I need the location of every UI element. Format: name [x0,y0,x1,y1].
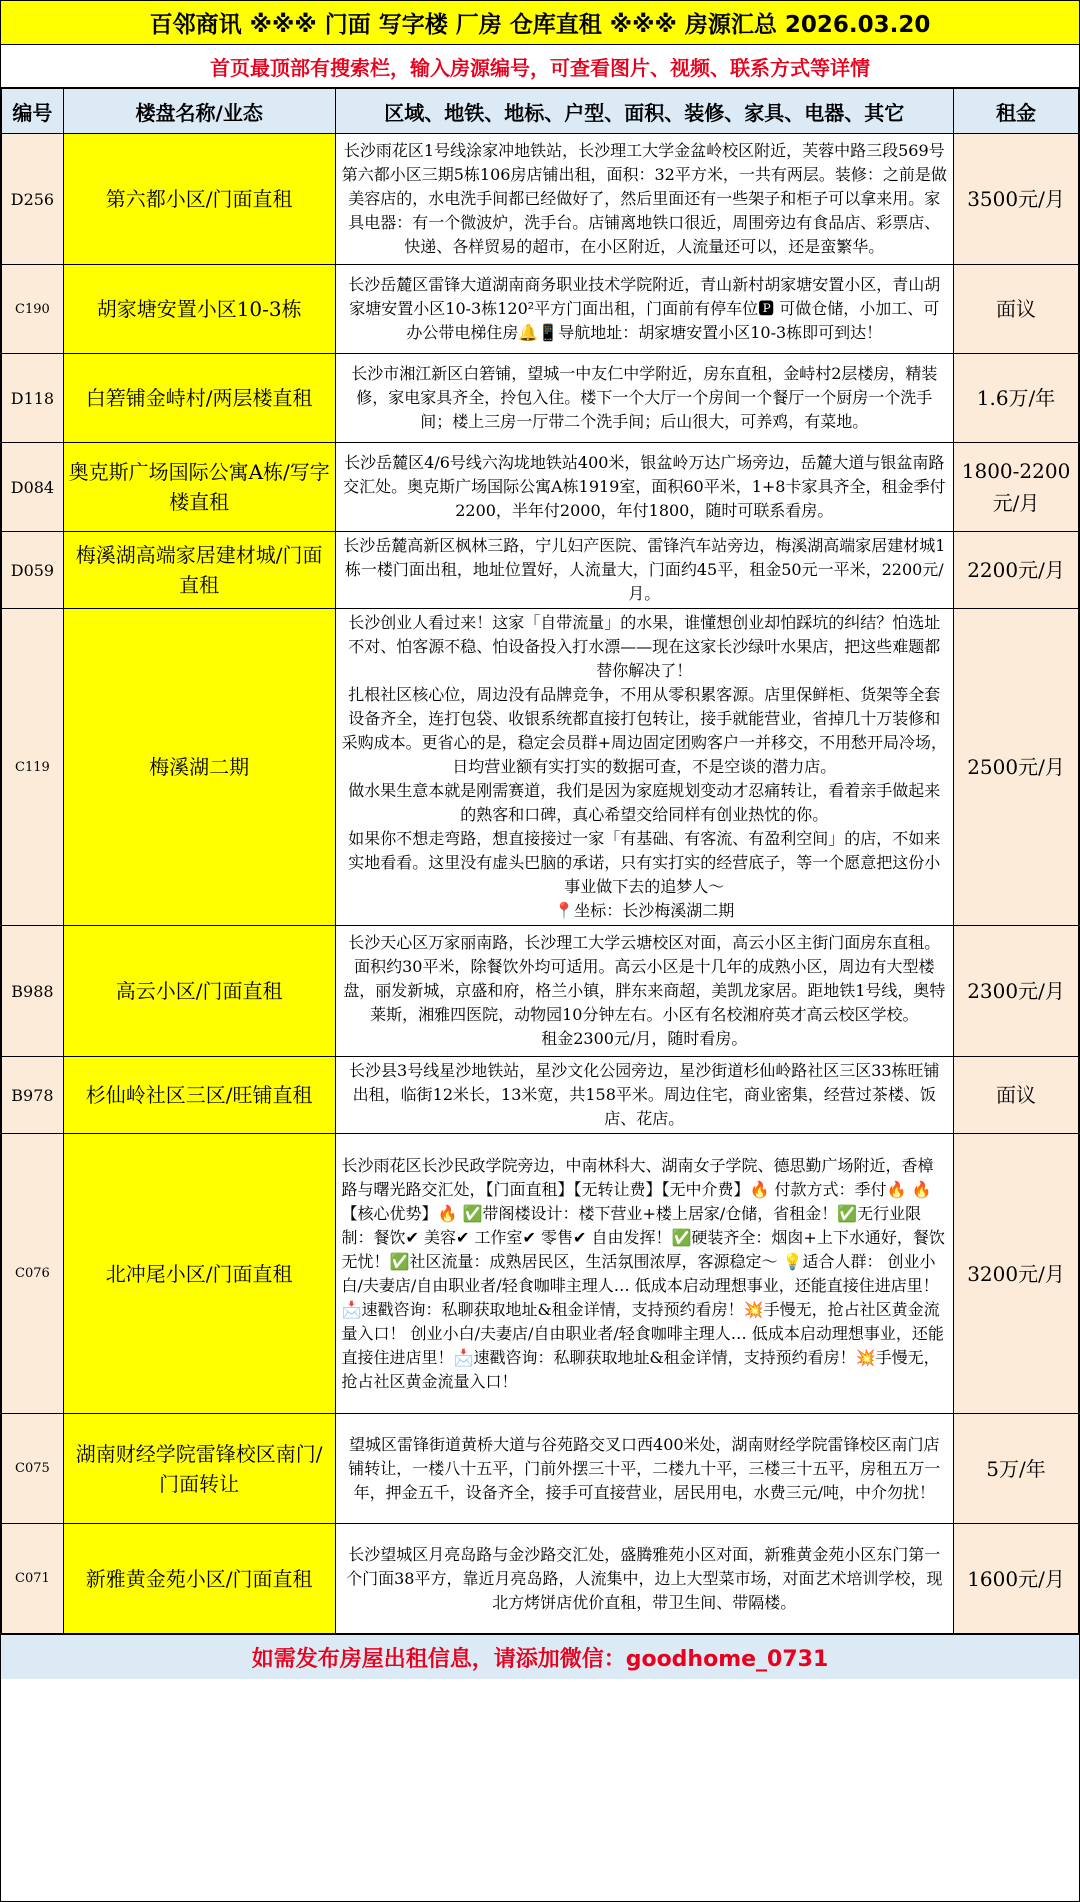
property-details: 长沙岳麓高新区枫林三路，宁儿妇产医院、雷锋汽车站旁边，梅溪湖高端家居建材城1栋一楼门面出租，地址位置好，人流量大，门面约45平，租金50元一平米，2200元/月。 [335,532,954,609]
table-row [2,532,1079,609]
column-header-rent: 租金 [954,89,1079,134]
footer-contact-banner: 如需发布房屋出租信息，请添加微信：goodhome_0731 [1,1634,1079,1679]
property-details: 长沙雨花区1号线涂家冲地铁站，长沙理工大学金盆岭校区附近，芙蓉中路三段569号第六都小区三期5栋106房店铺出租，面积：32平方米，一共有两层。装修：之前是做美容店的，水电洗手间都已经做好了，然后里面还有一些架子和柜子可以拿来用。家具电器：有一个微波炉，洗手台。店铺离地铁口很近，周围旁边有食品店、彩票店、快递、各样贸易的超市，在小区附近，人流量还可以，还是蛮繁华。 [335,134,954,265]
listing-id: C076 [2,1134,64,1414]
page-title: 百邻商讯 ※※※ 门面 写字楼 厂房 仓库直租 ※※※ 房源汇总 2026.03.20 [1,1,1079,45]
column-header-id: 编号 [2,89,64,134]
table-header-row [2,89,1079,134]
details-paragraph: 如果你不想走弯路，想直接接过一家「有基础、有客流、有盈利空间」的店，不如来实地看看。这里没有虚头巴脑的承诺，只有实打实的经营底子，等一个愿意把这份小事业做下去的追梦人～ [348,829,941,896]
property-name: 胡家塘安置小区10-3栋 [63,265,335,354]
listing-id: B988 [2,926,64,1057]
details-paragraph: 长沙创业人看过来！这家「自带流量」的水果，谁懂想创业却怕踩坑的纠结？怕选址不对、怕客源不稳、怕设备投入打水漂——现在这家长沙绿叶水果店，把这些难题都替你解决了！ [348,613,941,680]
listing-id: D118 [2,354,64,443]
search-hint: 首页最顶部有搜索栏，输入房源编号，可查看图片、视频、联系方式等详情 [1,45,1079,88]
property-name: 湖南财经学院雷锋校区南门/门面转让 [63,1414,335,1524]
property-name: 高云小区/门面直租 [63,926,335,1057]
rent-price: 2200元/月 [954,532,1079,609]
property-name: 杉仙岭社区三区/旺铺直租 [63,1057,335,1134]
property-details: 长沙岳麓区4/6号线六沟垅地铁站400米，银盆岭万达广场旁边，岳麓大道与银盆南路交汇处。奥克斯广场国际公寓A栋1919室，面积60平米，1+8卡家具齐全，租金季付2200，半年付2000，年付1800，随时可联系看房。 [335,443,954,532]
rent-price: 1600元/月 [954,1524,1079,1634]
table-row [2,1414,1079,1524]
property-details: 长沙雨花区长沙民政学院旁边，中南林科大、湖南女子学院、德思勤广场附近，香樟路与曙光路交汇处，【门面直租】【无转让费】【无中介费】🔥 付款方式：季付🔥 🔥【核心优势】🔥 ✅带阁楼设计：楼下营业+楼上居家/仓储，省租金！✅无行业限制：餐饮✔ 美容✔ 工作室✔ 零售✔ 自由发挥！✅硬装齐全：烟囱+上下水通好，餐饮无忧！✅社区流量：成熟居民区，生活氛围浓厚，客源稳定～ 💡适合人群： 创业小白/夫妻店/自由职业者/轻食咖啡主理人… 低成本启动理想事业，还能直接住进店里！📩速戳咨询：私聊获取地址&租金详情，支持预约看房！💥手慢无，抢占社区黄金流量入口！ 创业小白/夫妻店/自由职业者/轻食咖啡主理人… 低成本启动理想事业，还能直接住进店里！📩速戳咨询：私聊获取地址&租金详情，支持预约看房！💥手慢无，抢占社区黄金流量入口！ [335,1134,954,1414]
column-header-name: 楼盘名称/业态 [63,89,335,134]
property-name: 奥克斯广场国际公寓A栋/写字楼直租 [63,443,335,532]
listing-id: D084 [2,443,64,532]
property-details: 长沙市湘江新区白箬铺，望城一中友仁中学附近，房东直租，金峙村2层楼房，精装修，家电家具齐全，拎包入住。楼下一个大厅一个房间一个餐厅一个厨房一个洗手间；楼上三房一厅带二个洗手间；后山很大，可养鸡，有菜地。 [335,354,954,443]
rent-price: 2300元/月 [954,926,1079,1057]
table-row [2,1524,1079,1634]
property-details: 望城区雷锋街道黄桥大道与谷苑路交叉口西400米处，湖南财经学院雷锋校区南门店铺转让，一楼八十五平，门前外摆三十平，二楼九十平，三楼三十五平，房租五万一年，押金五千，设备齐全，接手可直接营业，居民用电，水费三元/吨，中介勿扰！ [335,1414,954,1524]
listing-id: C190 [2,265,64,354]
rent-price: 2500元/月 [954,609,1079,926]
property-details: 长沙望城区月亮岛路与金沙路交汇处，盛腾雅苑小区对面，新雅黄金苑小区东门第一个门面38平方，靠近月亮岛路，人流集中，边上大型菜市场，对面艺术培训学校，现北方烤饼店优价直租，带卫生间、带隔楼。 [335,1524,954,1634]
table-row [2,926,1079,1057]
details-paragraph: 租金2300元/月，随时看房。 [541,1029,748,1048]
property-details: 长沙县3号线星沙地铁站，星沙文化公园旁边，星沙街道杉仙岭路社区三区33栋旺铺出租，临街12米长，13米宽，共158平米。周边住宅，商业密集，经营过茶楼、饭店、花店。 [335,1057,954,1134]
table-row [2,354,1079,443]
property-name: 北冲尾小区/门面直租 [63,1134,335,1414]
rent-price: 面议 [954,1057,1079,1134]
table-row [2,265,1079,354]
details-paragraph: 长沙天心区万家丽南路，长沙理工大学云塘校区对面，高云小区主街门面房东直租。面积约30平米，除餐饮外均可适用。高云小区是十几年的成熟小区，周边有大型楼盘，丽发新城，京盛和府，格兰小镇，胖东来商超，美凯龙家居。距地铁1号线，奥特莱斯，湘雅四医院，动物园10分钟左右。小区有名校湘府英才高云校区学校。 [343,933,946,1024]
listing-id: D256 [2,134,64,265]
listing-id: C075 [2,1414,64,1524]
property-name: 梅溪湖高端家居建材城/门面直租 [63,532,335,609]
rent-price: 3500元/月 [954,134,1079,265]
rent-price: 1.6万/年 [954,354,1079,443]
property-details [335,609,954,926]
details-paragraph: 扎根社区核心位，周边没有品牌竞争，不用从零积累客源。店里保鲜柜、货架等全套设备齐全，连打包袋、收银系统都直接打包转让，接手就能营业，省掉几十万装修和采购成本。更省心的是，稳定会员群+周边固定团购客户一并移交，不用愁开局冷场，日均营业额有实打实的数据可查，不是空谈的潜力店。 [341,685,947,776]
rent-price: 3200元/月 [954,1134,1079,1414]
table-row [2,1057,1079,1134]
property-details: 长沙岳麓区雷锋大道湖南商务职业技术学院附近，青山新村胡家塘安置小区，青山胡家塘安置小区10-3栋120²平方门面出租，门面前有停车位🅿 可做仓储，小加工、可办公带电梯住房🔔📱导航地址：胡家塘安置小区10-3栋即可到达！ [335,265,954,354]
property-name: 白箬铺金峙村/两层楼直租 [63,354,335,443]
property-name: 新雅黄金苑小区/门面直租 [63,1524,335,1634]
property-details [335,926,954,1057]
property-name: 第六都小区/门面直租 [63,134,335,265]
details-paragraph: 做水果生意本就是刚需赛道，我们是因为家庭规划变动才忍痛转让，看着亲手做起来的熟客和口碑，真心希望交给同样有创业热忱的你。 [348,781,941,824]
listing-id: C071 [2,1524,64,1634]
listing-id: D059 [2,532,64,609]
rent-price: 面议 [954,265,1079,354]
rent-price: 5万/年 [954,1414,1079,1524]
property-name: 梅溪湖二期 [63,609,335,926]
table-row [2,134,1079,265]
column-header-details: 区域、地铁、地标、户型、面积、装修、家具、电器、其它 [335,89,954,134]
listing-id: C119 [2,609,64,926]
listing-id: B978 [2,1057,64,1134]
table-row [2,609,1079,926]
table-row [2,1134,1079,1414]
listing-table [1,88,1079,1634]
rent-price: 1800-2200元/月 [954,443,1079,532]
table-row [2,443,1079,532]
location-pin-line: 📍坐标：长沙梅溪湖二期 [554,901,735,920]
